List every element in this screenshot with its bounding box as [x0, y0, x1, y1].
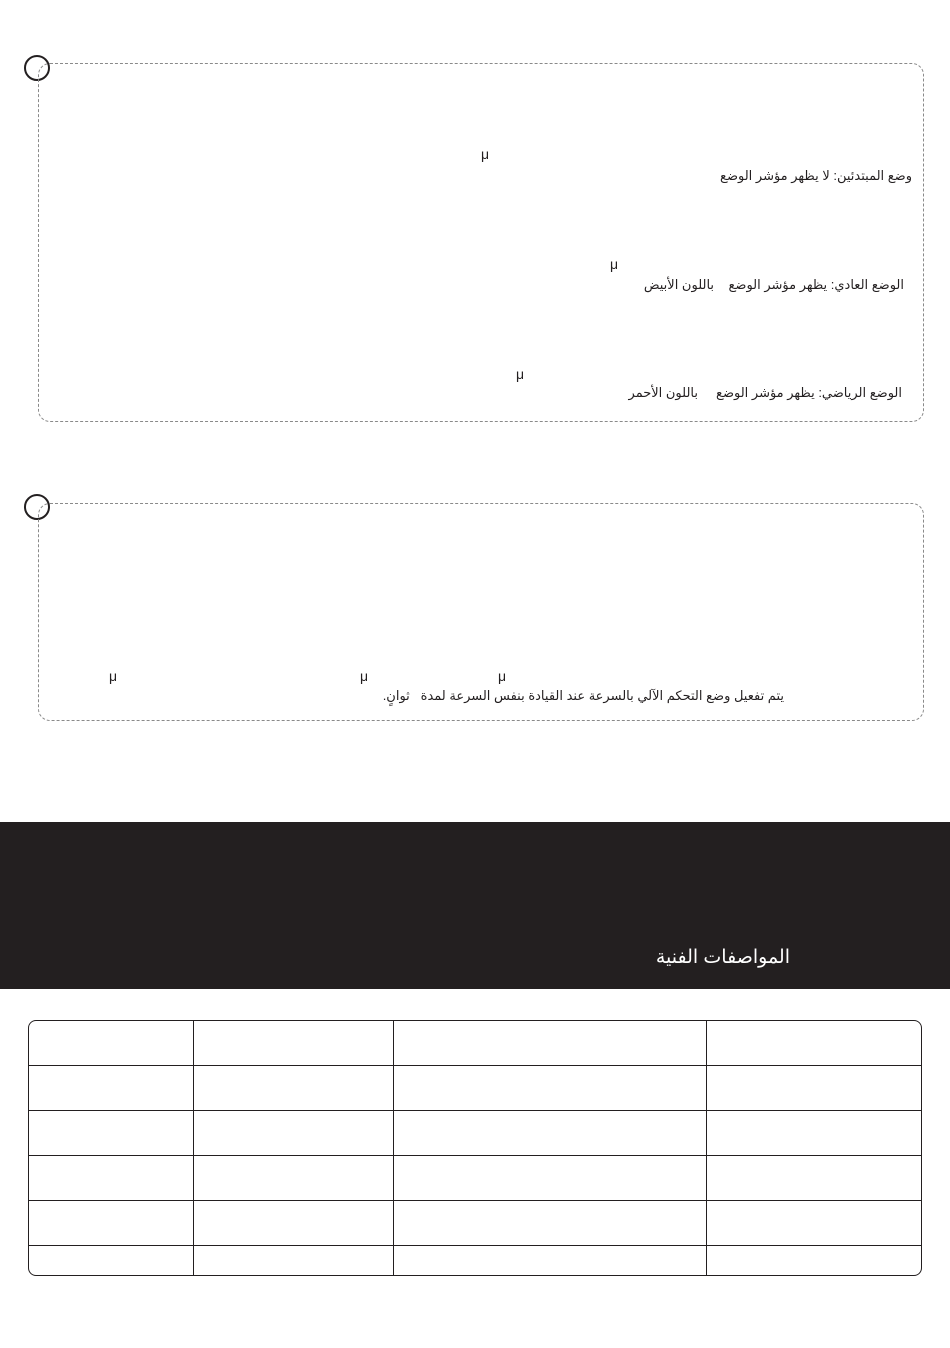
mu-symbol: μ: [109, 668, 118, 684]
table-cell: [29, 1246, 193, 1277]
table-cell: [706, 1201, 922, 1246]
table-cell: [393, 1021, 706, 1066]
table-cell: [193, 1021, 393, 1066]
table-cell: [193, 1246, 393, 1277]
table-cell: [706, 1111, 922, 1156]
table-cell: [393, 1156, 706, 1201]
mu-symbol: μ: [498, 668, 507, 684]
mu-symbol: μ: [360, 668, 369, 684]
table-row: [29, 1156, 922, 1201]
table-cell: [706, 1066, 922, 1111]
specifications-title: المواصفات الفنية: [655, 947, 790, 968]
table-cell: [393, 1201, 706, 1246]
table-row: [29, 1246, 922, 1277]
cruise-control-text: يتم تفعيل وضع التحكم الآلي بالسرعة عند القيادة بنفس السرعة لمدة ثوانٍ.: [382, 688, 784, 703]
table-cell: [193, 1111, 393, 1156]
table-cell: [706, 1021, 922, 1066]
specifications-table: [28, 1020, 922, 1276]
table-cell: [706, 1246, 922, 1277]
mu-symbol: μ: [610, 256, 619, 272]
beginner-mode-text: وضع المبتدئين: لا يظهر مؤشر الوضع: [720, 168, 912, 183]
table-cell: [193, 1156, 393, 1201]
table-cell: [393, 1246, 706, 1277]
table-row: [29, 1201, 922, 1246]
specifications-banner: [0, 822, 950, 989]
table-cell: [29, 1201, 193, 1246]
table-cell: [393, 1111, 706, 1156]
sport-mode-text: الوضع الرياضي: يظهر مؤشر الوضع باللون الأحمر: [628, 385, 902, 400]
mu-symbol: μ: [481, 146, 490, 162]
table-cell: [193, 1201, 393, 1246]
table-cell: [29, 1021, 193, 1066]
riding-modes-panel: [38, 63, 924, 422]
table-row: [29, 1066, 922, 1111]
table-row: [29, 1021, 922, 1066]
table-cell: [29, 1156, 193, 1201]
table-cell: [706, 1156, 922, 1201]
table-cell: [193, 1066, 393, 1111]
table-cell: [29, 1111, 193, 1156]
table-cell: [29, 1066, 193, 1111]
table-row: [29, 1111, 922, 1156]
normal-mode-text: الوضع العادي: يظهر مؤشر الوضع باللون الأبيض: [643, 277, 904, 292]
mu-symbol: μ: [516, 366, 525, 382]
table-cell: [393, 1066, 706, 1111]
